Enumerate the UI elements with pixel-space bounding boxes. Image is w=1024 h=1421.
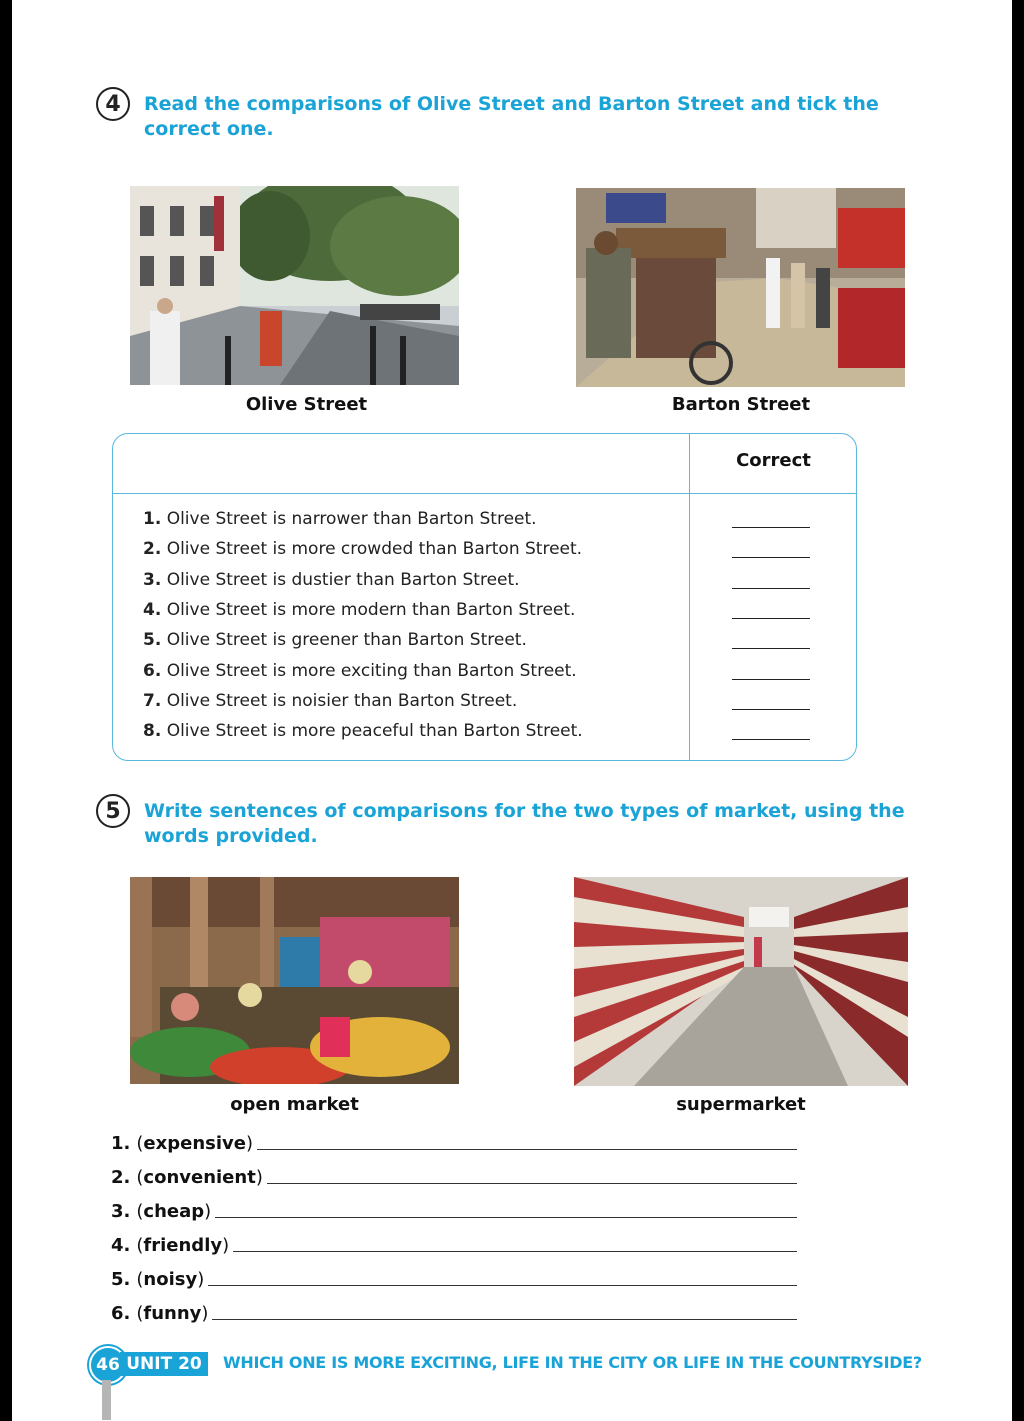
statement-row: [143, 661, 577, 681]
exercise-5-instruction-line1: Write sentences of comparisons for the two types of market, using the: [144, 800, 905, 822]
statement-number: 4.: [143, 599, 162, 620]
sentence-item: [111, 1133, 797, 1154]
table-column-divider: [689, 434, 690, 760]
statement-number: 5.: [143, 630, 162, 651]
statement-row: [143, 630, 527, 650]
sentence-item-word: (cheap): [136, 1201, 212, 1222]
correct-tick-blank[interactable]: [732, 738, 810, 740]
sentence-item-keyword: friendly: [143, 1235, 223, 1256]
exercise-5-instruction: [144, 799, 905, 849]
statement-row: [143, 509, 537, 529]
barton-street-caption: Barton Street: [671, 394, 811, 415]
correct-tick-blank[interactable]: [732, 556, 810, 558]
sentence-item: [111, 1303, 797, 1324]
statement-row: [143, 721, 583, 741]
exercise-4-instruction: [144, 92, 879, 142]
statement-number: 8.: [143, 721, 162, 742]
correct-tick-blank[interactable]: [732, 647, 810, 649]
statement-text: Olive Street is dustier than Barton Street.: [166, 569, 520, 590]
sentence-item-number: 2.: [111, 1167, 131, 1188]
unit-label: UNIT 20: [120, 1352, 208, 1376]
statement-text: Olive Street is noisier than Barton Street.: [166, 690, 518, 711]
sentence-item-keyword: cheap: [143, 1201, 205, 1222]
statement-number: 2.: [143, 539, 162, 560]
correct-tick-blank[interactable]: [732, 708, 810, 710]
statement-number: 6.: [143, 660, 162, 681]
sentence-item-word: (noisy): [136, 1269, 205, 1290]
olive-street-photo: [130, 186, 459, 385]
exercise-5-instruction-line2: words provided.: [144, 825, 318, 847]
sentence-answer-line[interactable]: [257, 1148, 797, 1150]
sentence-item-keyword: convenient: [143, 1167, 256, 1188]
sentence-item-number: 4.: [111, 1235, 131, 1256]
statement-text: Olive Street is more exciting than Barton Street.: [166, 660, 577, 681]
statement-number: 3.: [143, 569, 162, 590]
sentence-answer-line[interactable]: [267, 1182, 797, 1184]
open-market-photo: [130, 877, 459, 1084]
statement-row: [143, 570, 520, 590]
correct-tick-blank[interactable]: [732, 587, 810, 589]
sentence-answer-line[interactable]: [233, 1250, 797, 1252]
sentence-item-number: 6.: [111, 1303, 131, 1324]
table-header-divider: [113, 493, 856, 494]
comparison-table: [112, 433, 857, 761]
sentence-answer-line[interactable]: [212, 1318, 797, 1320]
barton-street-photo: [576, 188, 905, 387]
correct-tick-blank[interactable]: [732, 617, 810, 619]
statement-number: 1.: [143, 509, 162, 529]
statement-row: [143, 691, 517, 711]
statement-row: [143, 539, 582, 559]
sentence-item-keyword: noisy: [143, 1269, 198, 1290]
sentence-item-word: (convenient): [136, 1167, 263, 1188]
statement-text: Olive Street is greener than Barton Street.: [166, 630, 527, 651]
sentence-item: [111, 1269, 797, 1290]
sentence-item-word: (expensive): [136, 1133, 253, 1154]
footer-accent-bar: [102, 1380, 111, 1420]
olive-street-caption: Olive Street: [245, 394, 368, 415]
exercise-5-number: 5: [96, 794, 130, 828]
sentence-item: [111, 1235, 797, 1256]
statement-text: Olive Street is more modern than Barton Street.: [166, 599, 576, 620]
statement-text: Olive Street is more crowded than Barton Street.: [166, 539, 583, 560]
exercise-4-instruction-line2: correct one.: [144, 118, 274, 140]
correct-column-header: Correct: [736, 450, 811, 471]
correct-tick-blank[interactable]: [732, 678, 810, 680]
sentence-item: [111, 1167, 797, 1188]
supermarket-caption: supermarket: [676, 1094, 806, 1115]
sentence-item-number: 5.: [111, 1269, 131, 1290]
correct-tick-blank[interactable]: [732, 526, 810, 528]
exercise-4-instruction-line1: Read the comparisons of Olive Street and Barton Street and tick the: [144, 93, 879, 115]
sentence-answer-line[interactable]: [208, 1284, 797, 1286]
statement-text: Olive Street is more peaceful than Barton Street.: [166, 721, 583, 742]
unit-title: WHICH ONE IS MORE EXCITING, LIFE IN THE CITY OR LIFE IN THE COUNTRYSIDE?: [223, 1353, 922, 1372]
statement-row: [143, 600, 575, 620]
sentence-item-number: 1.: [111, 1133, 131, 1154]
statement-number: 7.: [143, 690, 162, 711]
supermarket-photo: [574, 877, 908, 1086]
sentence-item-word: (friendly): [136, 1235, 230, 1256]
worksheet-page: [12, 0, 1012, 1421]
sentence-item: [111, 1201, 797, 1222]
sentence-item-number: 3.: [111, 1201, 131, 1222]
sentence-answer-line[interactable]: [215, 1216, 797, 1218]
sentence-item-keyword: funny: [143, 1303, 202, 1324]
exercise-4-number: 4: [96, 87, 130, 121]
sentence-item-word: (funny): [136, 1303, 209, 1324]
page-number-badge: 46: [89, 1346, 127, 1384]
statement-text: Olive Street is narrower than Barton Street.: [166, 509, 537, 529]
sentence-item-keyword: expensive: [143, 1133, 246, 1154]
open-market-caption: open market: [230, 1094, 359, 1115]
